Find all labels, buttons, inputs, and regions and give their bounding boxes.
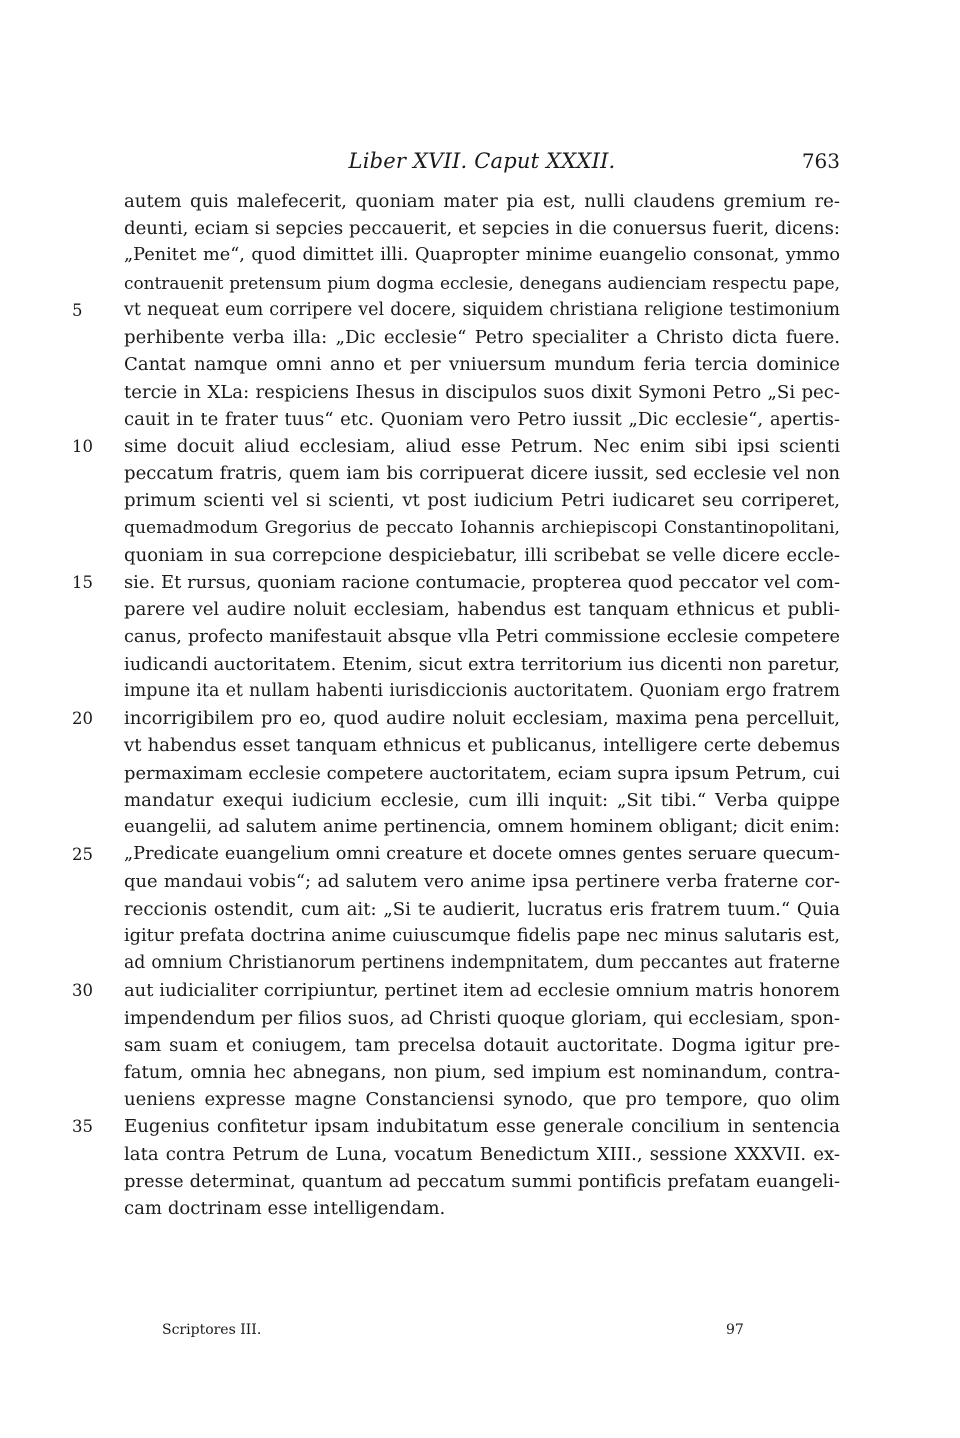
text-line <box>72 977 840 1004</box>
line-number: 25 <box>72 845 93 865</box>
line-text: autem quis malefecerit, quoniam mater pia est, nulli claudens gremium re- <box>124 191 840 212</box>
text-line <box>72 569 840 596</box>
page-footer <box>162 1318 762 1342</box>
text-line <box>124 868 840 895</box>
text-line <box>72 705 840 732</box>
text-line <box>124 624 840 651</box>
line-text: igitur prefata doctrina anime cuiuscumque fidelis pape nec minus salutaris est, <box>124 925 840 946</box>
text-line <box>124 1005 840 1032</box>
text-line <box>124 1032 840 1059</box>
line-number: 15 <box>72 573 93 593</box>
line-text: vt nequeat eum corripere vel docere, siquidem christiana religione testimonium <box>124 299 840 320</box>
text-line <box>124 215 840 242</box>
line-text: vt habendus esset tanquam ethnicus et publicanus, intelligere certe debemus <box>124 735 840 757</box>
line-text: presse determinat, quantum ad peccatum summi pontificis prefatam euangeli- <box>124 1170 840 1192</box>
text-line <box>124 379 840 406</box>
text-line <box>124 242 840 269</box>
line-number: 5 <box>72 300 83 320</box>
line-text: perhibente verba illa: „Dic ecclesie“ Petro specialiter a Christo dicta fuere. <box>124 327 840 349</box>
line-text: contrauenit pretensum pium dogma ecclesie, denegans audienciam respectu pape, <box>124 272 840 293</box>
text-line <box>124 188 840 215</box>
line-number: 30 <box>72 981 93 1001</box>
text-line <box>124 515 840 542</box>
text-line <box>124 1195 840 1222</box>
line-text: tercie in XLa: respiciens Ihesus in discipulos suos dixit Symoni Petro „Si pec- <box>124 381 840 403</box>
sheet-number: 97 <box>726 1322 744 1338</box>
line-text: cauit in te frater tuus“ etc. Quoniam vero Petro iussit „Dic ecclesie“, apertis- <box>124 408 840 430</box>
line-text: peccatum fratris, quem iam bis corripuerat dicere iussit, sed ecclesie vel non <box>124 463 840 485</box>
line-text: quoniam in sua correpcione despiciebatur, illi scribebat se velle dicere eccle- <box>124 544 840 566</box>
text-line <box>124 351 840 378</box>
text-line <box>124 324 840 351</box>
text-line <box>124 1059 840 1086</box>
text-line <box>72 1113 840 1140</box>
text-line <box>124 760 840 787</box>
line-number: 20 <box>72 709 93 729</box>
text-line <box>124 542 840 569</box>
line-text: lata contra Petrum de Luna, vocatum Benedictum XIII., sessione XXXVII. ex- <box>124 1143 840 1165</box>
line-number: 35 <box>72 1117 93 1137</box>
text-line <box>124 596 840 623</box>
line-text: Cantat namque omni anno et per vniuersum mundum feria tercia dominice <box>124 354 840 376</box>
text-line <box>124 406 840 433</box>
line-text: sime docuit aliud ecclesiam, aliud esse Petrum. Nec enim sibi ipsi scienti <box>124 435 840 457</box>
line-text: impendendum per filios suos, ad Christi quoque gloriam, qui ecclesiam, spon- <box>124 1007 840 1029</box>
text-line <box>124 1141 840 1168</box>
line-text: impune ita et nullam habenti iurisdiccionis auctoritatem. Quoniam ergo fratrem <box>124 680 840 701</box>
line-text: parere vel audire noluit ecclesiam, habendus est tanquam ethnicus et publi- <box>124 599 840 621</box>
text-line <box>124 651 840 678</box>
line-text: fatum, omnia hec abnegans, non pium, sed impium est nominandum, contra- <box>124 1062 840 1083</box>
running-title: Liber XVII. Caput XXXII. <box>348 149 616 173</box>
line-text: incorrigibilem pro eo, quod audire noluit ecclesiam, maxima pena percelluit, <box>124 708 840 730</box>
line-text: sie. Et rursus, quoniam racione contumacie, propterea quod peccator vel com- <box>124 572 840 594</box>
line-number: 10 <box>72 436 93 456</box>
text-line <box>124 950 840 977</box>
line-text: permaximam ecclesie competere auctoritatem, eciam supra ipsum Petrum, cui <box>124 762 840 784</box>
running-head <box>124 146 840 176</box>
line-text: deunti, eciam si sepcies peccauerit, et sepcies in die conuersus fuerit, dicens: <box>124 218 840 240</box>
text-line <box>124 460 840 487</box>
line-text: primum scienti vel si scienti, vt post iudicium Petri iudicaret seu corriperet, <box>124 490 840 512</box>
text-line <box>124 270 840 297</box>
line-text: sam suam et coniugem, tam precelsa dotauit auctoritate. Dogma igitur pre- <box>124 1034 840 1056</box>
line-text: ad omnium Christianorum pertinens indempnitatem, dum peccantes aut fraterne <box>124 953 840 974</box>
text-line <box>124 923 840 950</box>
main-text <box>72 188 840 1222</box>
text-line <box>72 297 840 324</box>
line-text: que mandaui vobis“; ad salutem vero anime ipsa pertinere verba fraterne cor- <box>124 871 840 893</box>
line-text: euangelii, ad salutem anime pertinencia, omnem hominem obligant; dicit enim: <box>124 817 840 838</box>
text-line <box>124 787 840 814</box>
line-text: „Predicate euangelium omni creature et docete omnes gentes seruare quecum- <box>124 844 840 865</box>
line-text: ueniens expresse magne Constanciensi synodo, que pro tempore, quo olim <box>124 1089 840 1111</box>
line-text: aut iudicialiter corripiuntur, pertinet item ad ecclesie omnium matris honorem <box>124 980 840 1002</box>
text-line <box>124 1086 840 1113</box>
text-line <box>124 1168 840 1195</box>
text-line <box>124 678 840 705</box>
line-text: mandatur exequi iudicium ecclesie, cum illi inquit: „Sit tibi.“ Verba quippe <box>124 789 840 811</box>
text-line <box>124 732 840 759</box>
line-text: canus, profecto manifestauit absque vlla Petri commissione ecclesie competere <box>124 626 840 647</box>
signature-mark: Scriptores III. <box>162 1322 262 1338</box>
text-line <box>72 433 840 460</box>
line-text: „Penitet me“, quod dimittet illi. Quapropter minime euangelio consonat, ymmo <box>124 245 840 266</box>
line-text: cam doctrinam esse intelligendam. <box>124 1198 446 1220</box>
text-line <box>124 814 840 841</box>
line-text: iudicandi auctoritatem. Etenim, sicut extra territorium ius dicenti non paretur, <box>124 653 840 675</box>
text-line <box>124 487 840 514</box>
line-text: reccionis ostendit, cum ait: „Si te audierit, lucratus eris fratrem tuum.“ Quia <box>124 898 840 920</box>
line-text: quemadmodum Gregorius de peccato Iohannis archiepiscopi Constantinopolitani, <box>124 517 840 538</box>
text-line <box>72 841 840 868</box>
text-line <box>124 896 840 923</box>
line-text: Eugenius confitetur ipsam indubitatum esse generale concilium in sentencia <box>124 1116 840 1138</box>
page-number: 763 <box>801 149 840 173</box>
